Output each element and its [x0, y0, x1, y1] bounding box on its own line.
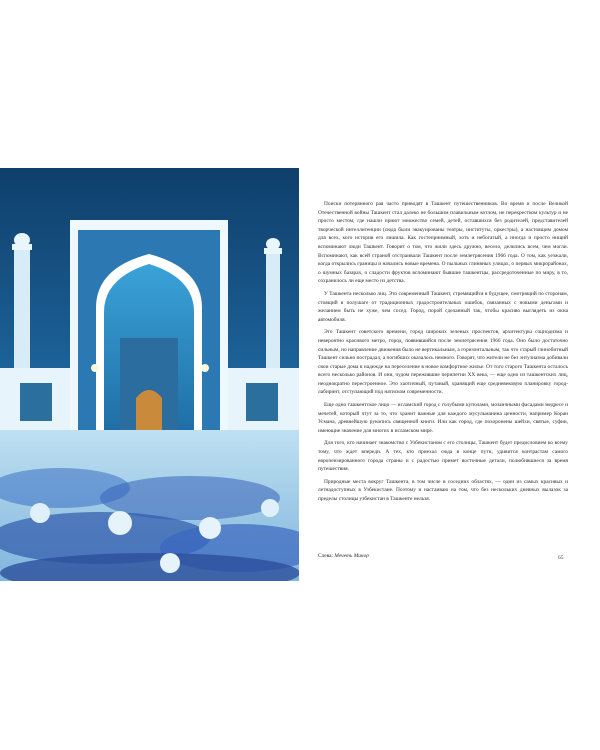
page-number: 65	[558, 555, 564, 561]
paragraph: Еще одно ташкентское лицо — исламский город с голубыми куполами, мозаичными фасадами медресе и мечетей, который чтут за то, что хранит важные для каждого мусульманина ценности, например Коран Усмана, древнейшую рукопись священной книги. Или как город, где похоронены шейхи, святые, суфии, имеющие значение для многих в исламском мире.	[318, 402, 568, 434]
caption-label: Слева:	[318, 553, 334, 559]
paragraph: Природные места вокруг Ташкента, в том числе в соседних областях, — одни из самых красивых и летнадоступных в Узбекистане. Поэтому и настаиваю на том, что без нескольких дневных вылазок за пределы столицы узбекистан в Ташкенте нельзя.	[318, 478, 568, 502]
paragraph: Поиски потерянного рая часто приводят в Ташкент путешественников. Во время и после Великой Отечественной войны Ташкент стал далеко не большим плавильным котлом, не перекрестком культур и не просто местом, где нашли приют множество семей, детей, оставшихся без родителей, представителей творческой интеллигенции (сюда были эвакуированы театры, институты, оркестры), а настоящим домом для всех, кого история его лишила. Как гостеприимный, хоть и небогатый, а иногда и просто нищий вспоминают люди Ташкент. Говорит о том, что жили здесь дружно, весело, делились всем, чем могли. Вспоминают, как всей страной отстраивали Ташкент после землетрясения 1966 года. О том, как уезжали, когда открылись границы и начались новые времена. О пыльных глиняных улицах, о первых микрорайонах, о шумных базарах, о сладости фруктов вспоминают бывшие ташкентцы, рассредоточенные по миру, в то, сохранилось ли еще место из детства.	[318, 201, 568, 285]
caption-value: Мечеть Минор	[334, 553, 369, 559]
paragraph: Для того, кто начинает знакомство с Узбекистаном с его столицы, Ташкент будет предисловием ко всему тому, что ждет впереди. А тех, кто приехал сюда в конце пути, удивится контрастам самого европеизированного города страны и с радостью примет восточные детали, полюбившиеся за время путешествия.	[318, 440, 568, 473]
paragraph: Это Ташкент советского времени, город широких зеленых проспектов, архитектуры социодизма и невероятно красивого метро, город, появившийся после землетрясения 1966 года. Оно было достаточно сильным, но направление движения было не вертикальным, а горизонтальным, так что старый глинобитный Ташкент сильно пострадал, а погибших оказалось немного. Говорят, что жители не без энтузиазма добивали свои старые дома в надежде на переселение в новое комфортное жилье. От того старого Ташкента осталось всего несколько районов. И они, чудом пережившие перипетии XX века, — еще одно из ташкентских лиц, неоднократно перестроенное. Это хаотичный, путаный, хранящий еще средневековую планировку город-лабиринт, отступающий под натиском современности.	[318, 329, 568, 396]
paragraph: У Ташкента несколько лиц. Это современный Ташкент, стремящийся в будущее, смотрящий по сторонам, стоящий в полушаге от традиционных градостроительных ошибок, связанных с новыми деньгами и желанием быть не хуже, чем сосед. Город, порой сделанный так, чтобы красиво выглядеть из окна автомобиля.	[318, 290, 568, 323]
photo-caption	[318, 553, 369, 559]
mosque-photo	[0, 168, 299, 581]
body-text	[318, 200, 568, 508]
